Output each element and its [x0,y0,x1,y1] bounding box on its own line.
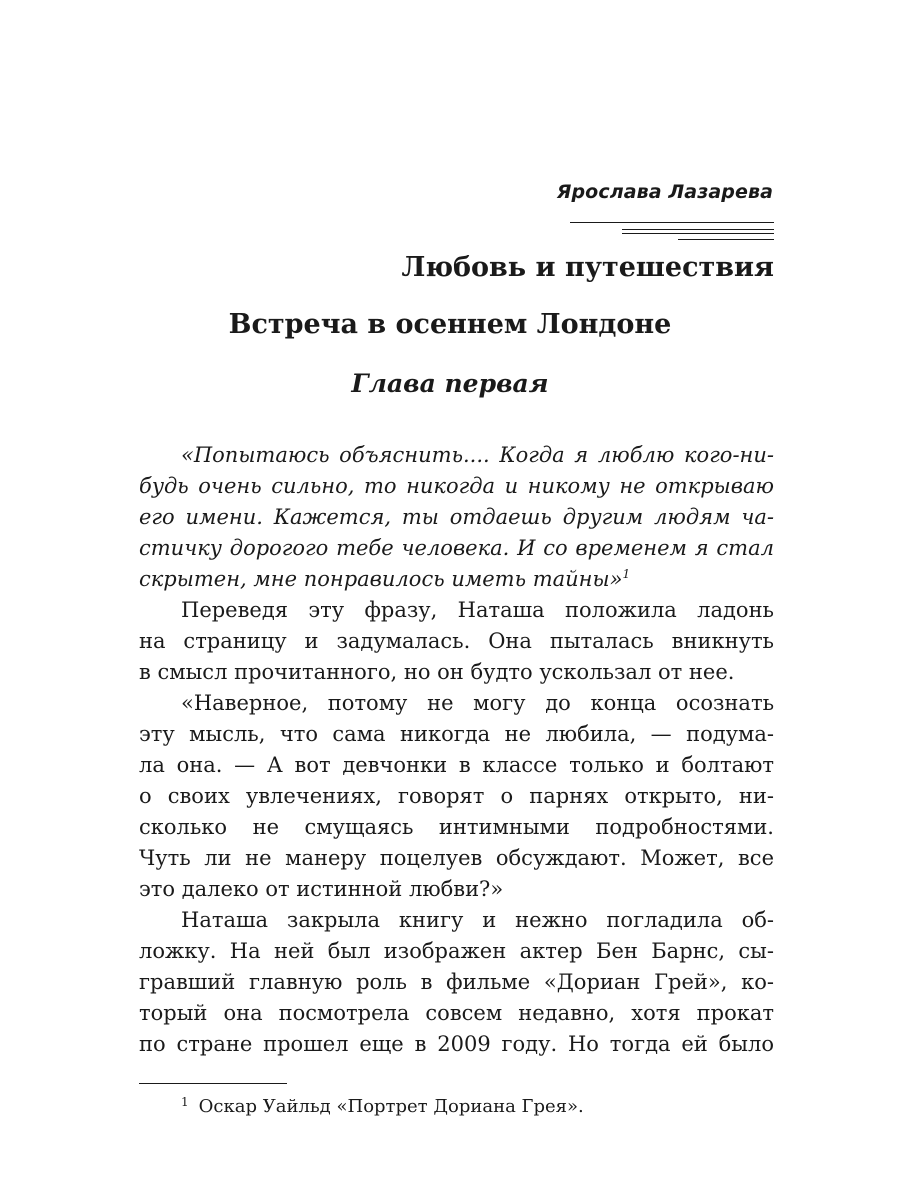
book-title: Встреча в осеннем Лондоне [228,309,672,340]
text-line: Наташа закрыла книгу и нежно погладила об- [181,908,774,932]
header-ornament-rule [622,233,774,234]
text-line: Чуть ли не манеру поцелуев обсуждают. Может, все [139,846,774,870]
epigraph [139,440,774,595]
header-ornament-rule [622,229,774,230]
text-line: сколько не смущаясь интимными подробностями. [139,815,774,839]
text-line: его имени. Кажется, ты отдаешь другим людям ча- [139,505,774,529]
text-line: «Попытаюсь объяснить.... Когда я люблю кого-ни- [181,443,774,467]
text-line: торый она посмотрела совсем недавно, хотя прокат [139,1001,774,1025]
text-line [139,564,774,595]
paragraph [139,595,774,688]
paragraph [139,688,774,905]
chapter-heading: Глава первая [351,369,549,398]
text-line: на страницу и задумалась. Она пыталась вникнуть [139,629,774,653]
footnote-reference: 1 [622,567,631,581]
header-ornament-rule [678,239,774,240]
text-line: по стране прошел еще в 2009 году. Но тогда ей было [139,1032,774,1056]
text-line: Переведя эту фразу, Наташа положила ладонь [181,598,774,622]
epigraph-last-line: скрытен, мне понравилось иметь тайны» [139,567,623,591]
header-ornament-rule [570,222,774,223]
footnote-text: Оскар Уайльд «Портрет Дориана Грея». [198,1096,584,1117]
paragraph [139,905,774,1060]
text-line: ложку. На ней был изображен актер Бен Барнс, сы- [139,939,774,963]
body-text [139,440,774,1060]
text-line: будь очень сильно, то никогда и никому не открываю [139,474,774,498]
footnote-mark: 1 [181,1095,189,1109]
text-line: о своих увлечениях, говорят о парнях открыто, ни- [139,784,774,808]
footnote-separator [139,1083,287,1084]
text-line: стичку дорогого тебе человека. И со временем я стал [139,536,774,560]
footnote [181,1095,584,1117]
text-line: в смысл прочитанного, но он будто ускользал от нее. [139,660,735,684]
text-line: «Наверное, потому не могу до конца осознать [181,691,774,715]
running-header-author: Ярослава Лазарева [556,181,773,203]
series-title: Любовь и путешествия [401,252,774,283]
text-line: эту мысль, что сама никогда не любила, — подума- [139,722,774,746]
text-line: это далеко от истинной любви?» [139,877,504,901]
text-line: ла она. — А вот девчонки в классе только и болтают [139,753,774,777]
text-line: гравший главную роль в фильме «Дориан Грей», ко- [139,970,774,994]
